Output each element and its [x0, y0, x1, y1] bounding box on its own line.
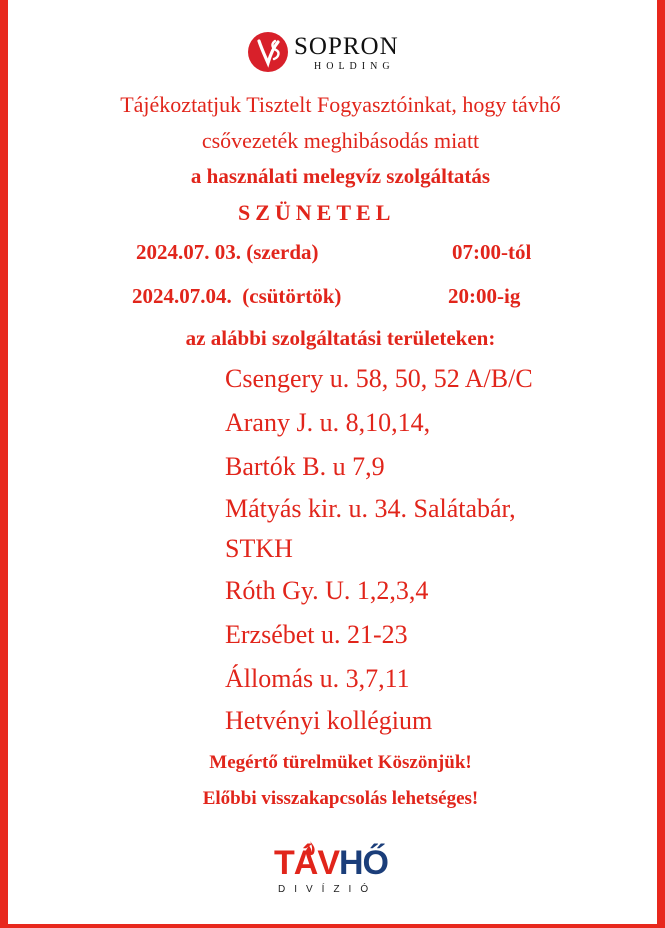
area-item: Hetvényi kollégium	[225, 706, 433, 735]
status-heading: SZÜNETEL	[238, 200, 396, 225]
area-item: Állomás u. 3,7,11	[225, 664, 410, 693]
start-date: 2024.07. 03. (szerda)	[136, 240, 319, 264]
division-subtitle: DIVÍZIÓ	[278, 884, 378, 895]
sopron-holding-logo	[248, 30, 408, 76]
area-item: STKH	[225, 534, 293, 563]
logo-name: SOPRON	[294, 33, 399, 60]
closing-early-restore: Előbbi visszakapcsolás lehetséges!	[202, 788, 479, 809]
end-date: 2024.07.04. (csütörtök)	[132, 284, 342, 308]
tavho-word-part2: HŐ	[339, 844, 388, 882]
edge-decoration-icon	[12, 866, 26, 888]
logo-subtitle: HOLDING	[314, 61, 395, 72]
tavho-word-part1: TÁV	[274, 844, 339, 882]
intro-line-1: Tájékoztatjuk Tisztelt Fogyasztóinkat, hogy távhő	[120, 92, 561, 117]
area-item: Erzsébet u. 21-23	[225, 620, 408, 649]
intro-line-2: csővezeték meghibásodás miatt	[201, 128, 480, 153]
service-line: a használati melegvíz szolgáltatás	[190, 164, 491, 188]
start-time: 07:00-tól	[452, 240, 532, 264]
area-item: Arany J. u. 8,10,14,	[225, 408, 431, 437]
area-item: Csengery u. 58, 50, 52 A/B/C	[225, 364, 533, 393]
tavho-wordmark	[274, 844, 388, 883]
closing-thanks: Megértő türelmüket Köszönjük!	[209, 752, 472, 773]
area-item: Mátyás kir. u. 34. Salátabár,	[225, 494, 516, 523]
sopron-emblem-icon	[248, 32, 288, 72]
areas-heading: az alábbi szolgáltatási területeken:	[185, 326, 496, 350]
area-item: Róth Gy. U. 1,2,3,4	[225, 576, 429, 605]
end-time: 20:00-ig	[448, 284, 521, 308]
tavho-division-logo	[272, 840, 412, 900]
area-item: Bartók B. u 7,9	[225, 452, 385, 481]
